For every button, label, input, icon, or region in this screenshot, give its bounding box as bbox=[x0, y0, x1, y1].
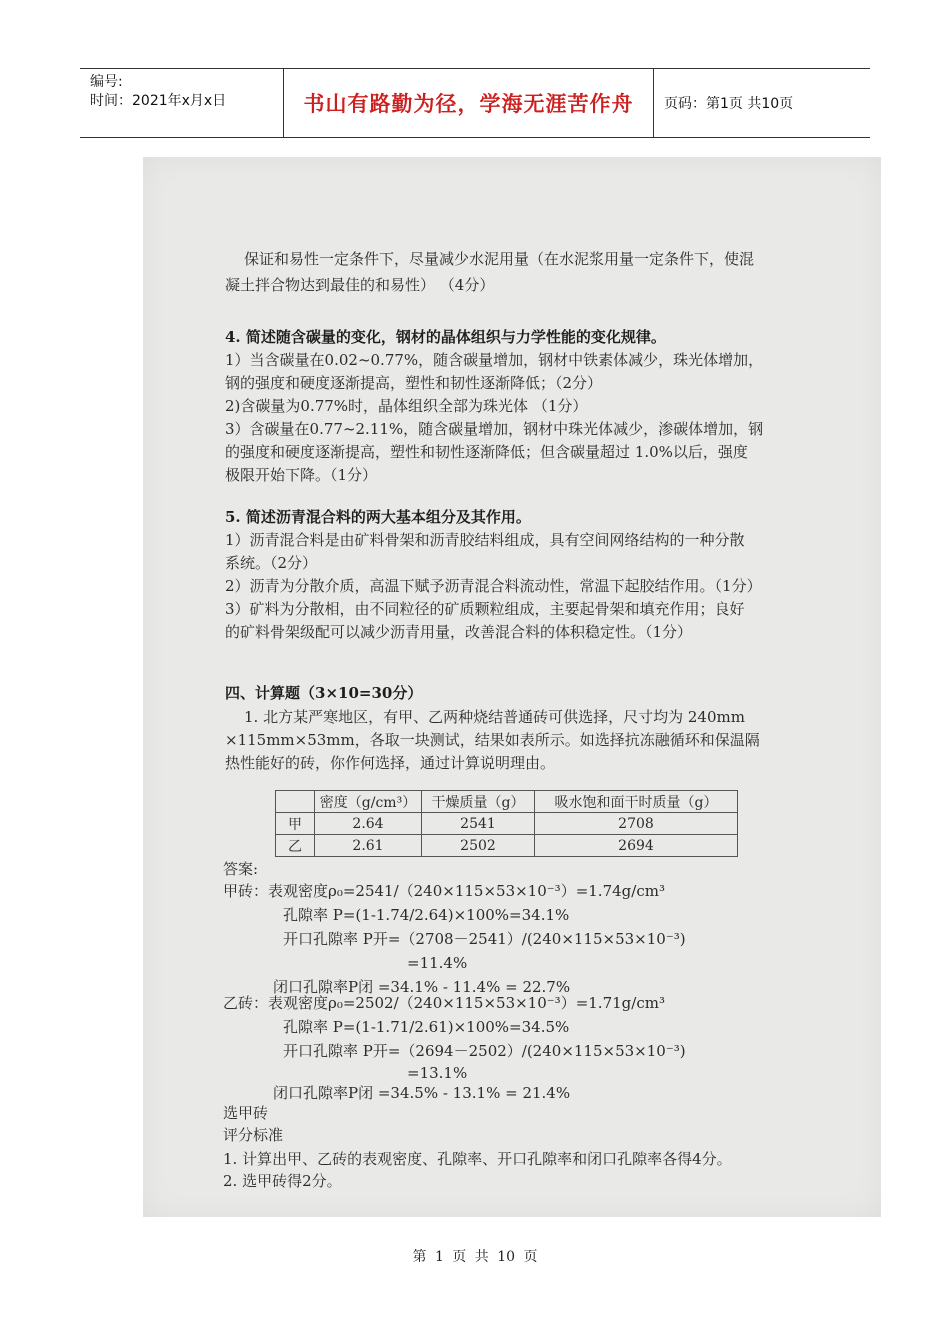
answer-line: 乙砖：表观密度ρ₀=2502/（240×115×53×10⁻³）=1.71g/cm³ bbox=[223, 994, 665, 1012]
text-line: 极限开始下降。（1分） bbox=[225, 466, 378, 484]
question-4-heading: 4. 简述随含碳量的变化，钢材的晶体组织与力学性能的变化规律。 bbox=[225, 328, 666, 346]
scoring-line: 2. 选甲砖得2分。 bbox=[223, 1172, 342, 1190]
text-line: 热性能好的砖，你作何选择，通过计算说明理由。 bbox=[225, 754, 556, 772]
serial-label: 编号: bbox=[90, 74, 123, 90]
answer-line: 孔隙率 P=(1-1.71/2.61)×100%=34.5% bbox=[283, 1018, 570, 1036]
answer-line: 甲砖：表观密度ρ₀=2541/（240×115×53×10⁻³）=1.74g/cm³ bbox=[223, 882, 665, 900]
document-header bbox=[80, 68, 870, 138]
answer-line: 开口孔隙率 P开=（2694－2502）/(240×115×53×10⁻³) bbox=[283, 1042, 686, 1060]
section-4-heading: 四、计算题（3×10=30分） bbox=[225, 684, 423, 702]
table-cell: 甲 bbox=[276, 813, 315, 835]
text-line: ×115mm×53mm，各取一块测试，结果如表所示。如选择抗冻融循环和保温隔 bbox=[225, 731, 760, 749]
text-line: 钢的强度和硬度逐渐提高，塑性和韧性逐渐降低；（2分） bbox=[225, 374, 603, 392]
scanned-page bbox=[143, 157, 881, 1217]
answer-line: 选甲砖 bbox=[223, 1104, 269, 1122]
text-line: 3）含碳量在0.77~2.11%，随含碳量增加，钢材中珠光体减少，渗碳体增加，钢 bbox=[225, 420, 764, 438]
text-line: 2)含碳量为0.77%时，晶体组织全部为珠光体 （1分） bbox=[225, 397, 588, 415]
table-header-cell: 吸水饱和面干时质量（g） bbox=[535, 791, 738, 813]
text-line: 1. 北方某严寒地区，有甲、乙两种烧结普通砖可供选择，尺寸均为 240mm bbox=[244, 708, 745, 726]
table-header-row bbox=[276, 791, 738, 813]
text-line: 系统。（2分） bbox=[225, 554, 318, 572]
text-line: 1）当含碳量在0.02~0.77%，随含碳量增加，钢材中铁素体减少，珠光体增加， bbox=[225, 351, 764, 369]
page-info: 页码：第1页 共10页 bbox=[664, 96, 794, 112]
answer-line: 孔隙率 P=(1-1.74/2.64)×100%=34.1% bbox=[283, 906, 570, 924]
header-meta bbox=[80, 69, 283, 137]
table-cell: 2502 bbox=[422, 835, 535, 857]
answer-line: 闭口孔隙率P闭 =34.1% - 11.4% = 22.7% bbox=[273, 978, 571, 996]
table-header-cell bbox=[276, 791, 315, 813]
answer-line: 开口孔隙率 P开=（2708－2541）/(240×115×53×10⁻³) bbox=[283, 930, 686, 948]
text-line: 凝土拌合物达到最佳的和易性） （4分） bbox=[225, 276, 495, 294]
answer-line: =11.4% bbox=[407, 954, 468, 972]
table-cell: 2.64 bbox=[315, 813, 422, 835]
question-5-heading: 5. 简述沥青混合料的两大基本组分及其作用。 bbox=[225, 508, 531, 526]
table-cell: 乙 bbox=[276, 835, 315, 857]
table-cell: 2708 bbox=[535, 813, 738, 835]
brick-data-table bbox=[275, 790, 738, 857]
text-line: 的矿料骨架级配可以减少沥青用量，改善混合料的体积稳定性。（1分） bbox=[225, 623, 693, 641]
table-cell: 2.61 bbox=[315, 835, 422, 857]
table-row bbox=[276, 835, 738, 857]
text-line: 保证和易性一定条件下，尽量减少水泥用量（在水泥浆用量一定条件下，使混 bbox=[244, 250, 755, 268]
table-cell: 2541 bbox=[422, 813, 535, 835]
table-header-cell: 密度（g/cm³） bbox=[315, 791, 422, 813]
table-cell: 2694 bbox=[535, 835, 738, 857]
scoring-line: 1. 计算出甲、乙砖的表观密度、孔隙率、开口孔隙率和闭口孔隙率各得4分。 bbox=[223, 1150, 732, 1168]
table-row bbox=[276, 813, 738, 835]
answer-label: 答案: bbox=[223, 860, 259, 878]
answer-line: =13.1% bbox=[407, 1064, 468, 1082]
answer-line: 闭口孔隙率P闭 =34.5% - 13.1% = 21.4% bbox=[273, 1084, 571, 1102]
text-line: 的强度和硬度逐渐提高，塑性和韧性逐渐降低；但含碳量超过 1.0%以后，强度 bbox=[225, 443, 748, 461]
text-line: 3）矿料为分散相，由不同粒径的矿质颗粒组成，主要起骨架和填充作用；良好 bbox=[225, 600, 745, 618]
scoring-heading: 评分标准 bbox=[223, 1126, 284, 1144]
page-footer: 第 1 页 共 10 页 bbox=[412, 1249, 538, 1265]
motto-text: 书山有路勤为径，学海无涯苦作舟 bbox=[283, 69, 654, 137]
time-label: 时间：2021年x月x日 bbox=[90, 93, 227, 109]
text-line: 1）沥青混合料是由矿料骨架和沥青胶结料组成，具有空间网络结构的一种分散 bbox=[225, 531, 745, 549]
table-header-cell: 干燥质量（g） bbox=[422, 791, 535, 813]
text-line: 2）沥青为分散介质，高温下赋予沥青混合料流动性，常温下起胶结作用。（1分） bbox=[225, 577, 762, 595]
